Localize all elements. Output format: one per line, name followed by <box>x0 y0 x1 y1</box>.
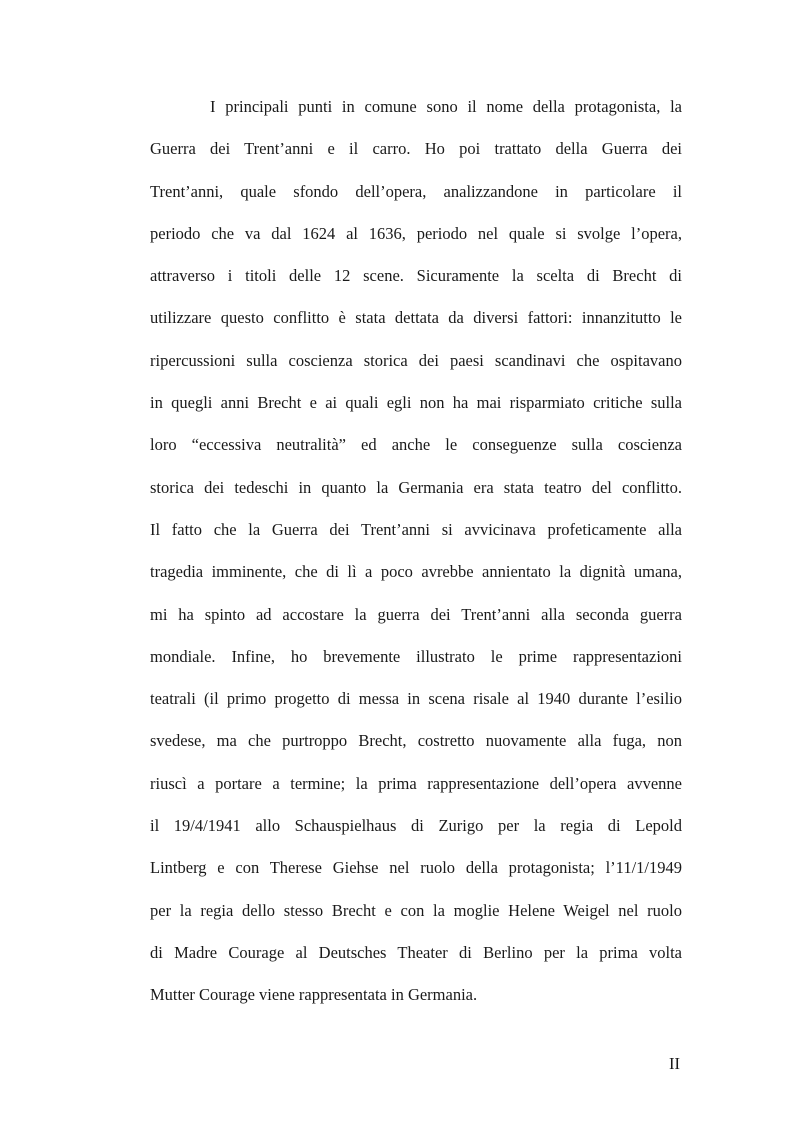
paragraph-line: Trent’anni, quale sfondo dell’opera, analizzandone in particolare il <box>150 181 682 201</box>
paragraph-line: utilizzare questo conflitto è stata dettata da diversi fattori: innanzitutto le <box>150 308 682 328</box>
paragraph-line: svedese, ma che purtroppo Brecht, costretto nuovamente alla fuga, non <box>150 731 682 751</box>
body-paragraph <box>150 86 682 1017</box>
paragraph-line: per la regia dello stesso Brecht e con la moglie Helene Weigel nel ruolo <box>150 900 682 920</box>
paragraph-line: teatrali (il primo progetto di messa in scena risale al 1940 durante l’esilio <box>150 689 682 709</box>
paragraph-line: attraverso i titoli delle 12 scene. Sicuramente la scelta di Brecht di <box>150 266 682 286</box>
page-number: II <box>669 1054 680 1073</box>
paragraph-line: in quegli anni Brecht e ai quali egli non ha mai risparmiato critiche sulla <box>150 393 682 413</box>
paragraph-line: loro “eccessiva neutralità” ed anche le conseguenze sulla coscienza <box>150 435 682 455</box>
paragraph-line: Mutter Courage viene rappresentata in Germania. <box>150 985 478 1005</box>
paragraph-line: mondiale. Infine, ho brevemente illustrato le prime rappresentazioni <box>150 646 682 666</box>
paragraph-line: il 19/4/1941 allo Schauspielhaus di Zurigo per la regia di Lepold <box>150 816 682 836</box>
paragraph-line: Guerra dei Trent’anni e il carro. Ho poi trattato della Guerra dei <box>150 139 682 159</box>
paragraph-line: di Madre Courage al Deutsches Theater di Berlino per la prima volta <box>150 942 682 962</box>
paragraph-line: ripercussioni sulla coscienza storica dei paesi scandinavi che ospitavano <box>150 350 682 370</box>
paragraph-line: mi ha spinto ad accostare la guerra dei Trent’anni alla seconda guerra <box>150 604 682 624</box>
paragraph-line: Lintberg e con Therese Giehse nel ruolo della protagonista; l’11/1/1949 <box>150 858 682 878</box>
paragraph-line: Il fatto che la Guerra dei Trent’anni si avvicinava profeticamente alla <box>150 519 682 539</box>
paragraph-line: periodo che va dal 1624 al 1636, periodo nel quale si svolge l’opera, <box>150 223 682 243</box>
paragraph-line: tragedia imminente, che di lì a poco avrebbe annientato la dignità umana, <box>150 562 682 582</box>
paragraph-line: I principali punti in comune sono il nome della protagonista, la <box>210 97 682 116</box>
paragraph-line: riuscì a portare a termine; la prima rappresentazione dell’opera avvenne <box>150 773 682 793</box>
paragraph-line: storica dei tedeschi in quanto la Germania era stata teatro del conflitto. <box>150 477 682 497</box>
